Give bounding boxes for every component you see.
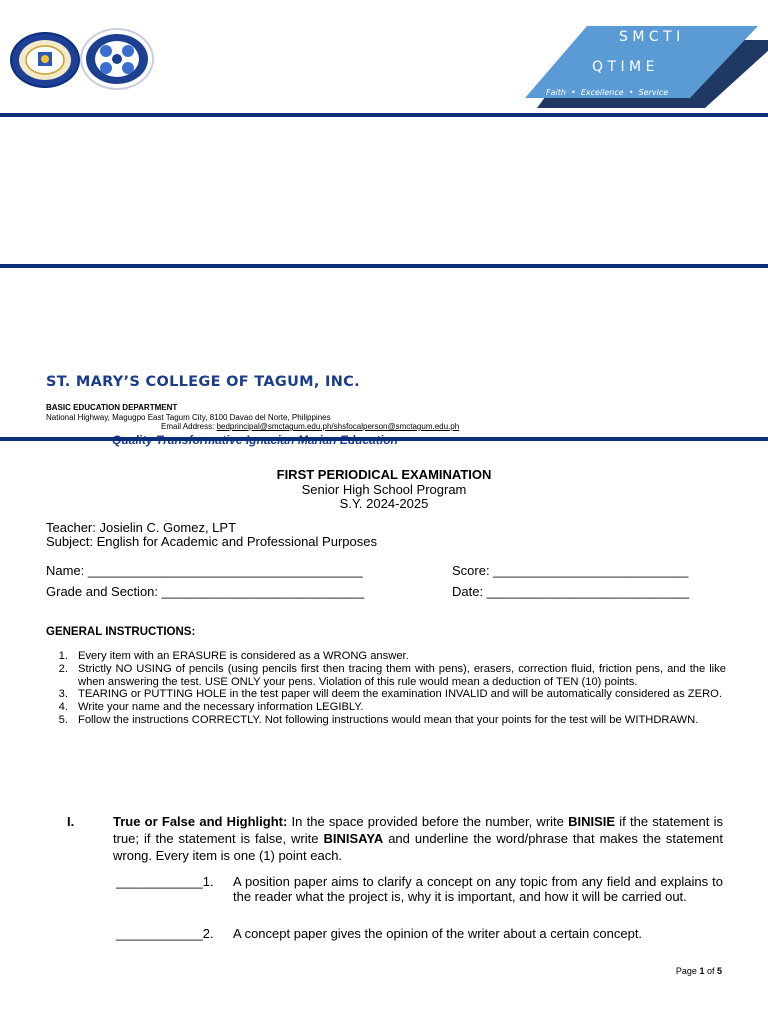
banner-line2: Q T I M E bbox=[592, 59, 655, 75]
question-text: A concept paper gives the opinion of the writer about a certain concept. bbox=[233, 926, 643, 941]
instruction-item bbox=[46, 663, 726, 689]
instruction-number: 4. bbox=[58, 701, 68, 714]
total-pages: 5 bbox=[716, 966, 722, 976]
instruction-number: 2. bbox=[58, 662, 68, 675]
of-label: of bbox=[704, 966, 717, 976]
true-keyword: BINISIE bbox=[568, 814, 616, 829]
instruction-item bbox=[46, 701, 726, 714]
email-link[interactable]: bedprincipal@smctagum.edu.ph/shsfocalperson@smctagum.edu.ph bbox=[216, 422, 460, 431]
part-heading: True or False and Highlight: bbox=[113, 814, 288, 829]
instructions-list bbox=[46, 650, 726, 727]
instruction-number: 1. bbox=[58, 650, 68, 662]
subject-line: Subject: English for Academic and Professional Purposes bbox=[46, 534, 377, 549]
part-numeral: I. bbox=[67, 814, 75, 829]
name-field[interactable]: Name: ______________________________________ bbox=[46, 563, 363, 578]
question-item bbox=[0, 927, 768, 943]
instruction-text: Every item with an ERASURE is considered as a WRONG answer. bbox=[78, 650, 409, 662]
score-field[interactable]: Score: ___________________________ bbox=[452, 563, 689, 578]
email-label: Email Address: bbox=[161, 422, 217, 431]
page-label: Page bbox=[675, 966, 700, 976]
part-directions bbox=[113, 813, 723, 864]
exam-school-year: S.Y. 2024-2025 bbox=[339, 496, 429, 511]
school-seal-logo bbox=[10, 32, 80, 88]
instruction-number: 3. bbox=[58, 688, 68, 701]
header-rule-middle bbox=[0, 264, 768, 268]
instruction-text: Strictly NO USING of pencils (using pencils first then tracing them with pens), erasers, correction fluid, friction pens, and the like when answering the test. USE ONLY your pens. Violation of this rule would mean a deduction of TEN (10) points. bbox=[78, 662, 726, 688]
teacher-line: Teacher: Josielin C. Gomez, LPT bbox=[46, 520, 237, 535]
instruction-text: Follow the instructions CORRECTLY. Not following instructions would mean that your points for the test will be WITHDRAWN. bbox=[78, 713, 699, 726]
question-text: A position paper aims to clarify a concept on any topic from any field and explains to the reader what the project is, why it is important, and how it will be carried out. bbox=[233, 874, 723, 904]
department-seal-logo bbox=[80, 28, 154, 90]
instruction-item bbox=[46, 688, 726, 701]
exam-program: Senior High School Program bbox=[301, 482, 467, 497]
header-rule-top bbox=[0, 113, 768, 117]
school-name: ST. MARY’S COLLEGE OF TAGUM, INC. bbox=[46, 374, 360, 390]
school-address: National Highway, Magugpo East Tagum City, 8100 Davao del Norte, Philippines bbox=[46, 413, 331, 422]
false-keyword: BINISAYA bbox=[323, 831, 384, 846]
grade-section-field[interactable]: Grade and Section: ____________________________ bbox=[46, 584, 365, 599]
department-seal-graphic bbox=[82, 30, 152, 88]
banner-tagline: Faith • Excellence • Service bbox=[546, 88, 669, 97]
instruction-item bbox=[46, 714, 726, 727]
answer-blank[interactable]: ____________1. bbox=[116, 874, 214, 889]
date-field[interactable]: Date: ____________________________ bbox=[452, 584, 690, 599]
page-number bbox=[676, 966, 722, 976]
exam-title: FIRST PERIODICAL EXAMINATION bbox=[276, 467, 492, 482]
department-name: BASIC EDUCATION DEPARTMENT bbox=[46, 403, 178, 412]
instruction-number: 5. bbox=[58, 713, 68, 726]
header-rule-bottom bbox=[0, 437, 768, 441]
instruction-text: TEARING or PUTTING HOLE in the test paper will deem the examination INVALID and will be automatically considered as ZERO. bbox=[78, 688, 722, 701]
part-text-a: In the space provided before the number, write bbox=[287, 814, 569, 829]
instruction-item bbox=[46, 650, 726, 663]
question-item bbox=[0, 875, 768, 919]
part-text-b: if the statement is true; if the statement is false, write bbox=[113, 814, 723, 846]
school-seal-graphic bbox=[12, 34, 78, 86]
email-line bbox=[161, 422, 459, 431]
instruction-text: Write your name and the necessary information LEGIBLY. bbox=[78, 701, 364, 714]
instructions-heading: GENERAL INSTRUCTIONS: bbox=[46, 626, 196, 638]
banner-line1: S M C T I bbox=[619, 29, 681, 45]
current-page: 1 bbox=[699, 966, 705, 976]
answer-blank[interactable]: ____________2. bbox=[116, 926, 214, 941]
part-text-c: and underline the word/phrase that makes the statement wrong. Every item is one (1) point each. bbox=[113, 831, 724, 863]
